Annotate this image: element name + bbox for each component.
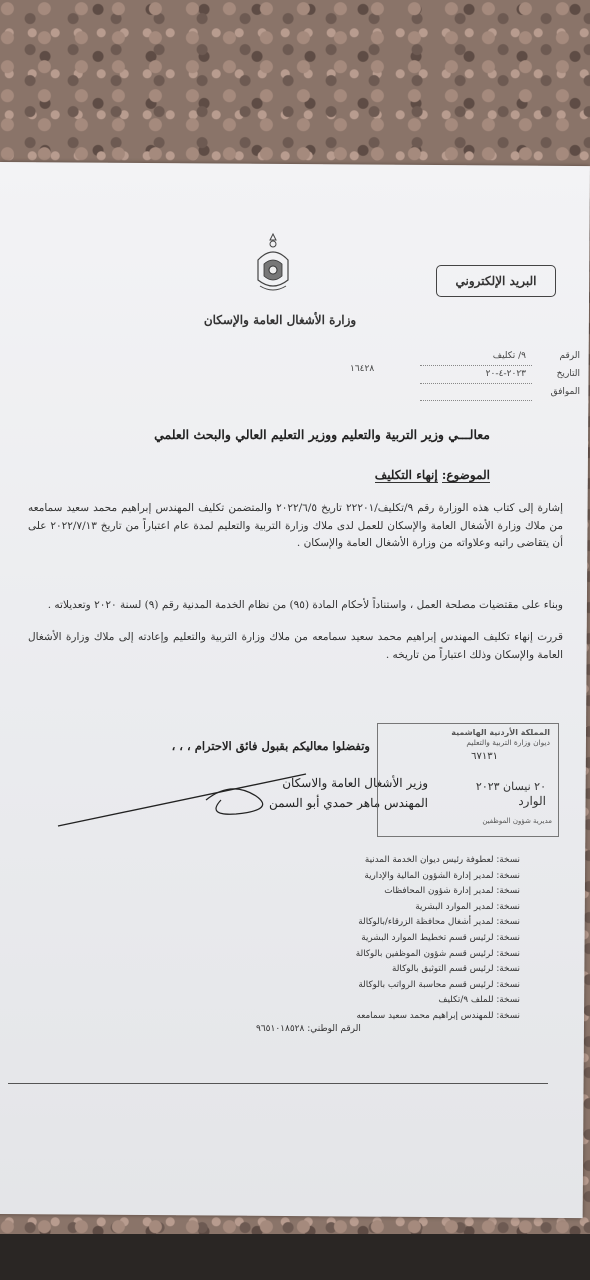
list-item: نسخة: للملف ٩/تكليف — [438, 995, 520, 1006]
ref-date-label: التاريخ — [556, 369, 580, 379]
ministry-name: وزارة الأشغال العامة والإسكان — [203, 313, 357, 327]
stamp-number: ٦٧١٣١ — [471, 751, 498, 762]
paragraph-3: قررت إنهاء تكليف المهندس إبراهيم محمد سعيد سمامعه من ملاك وزارة التربية والتعليم وإعادته إلى ملاك وزارة الأشغال العامة والإسكان وذلك اعتباراً من تاريخه . — [28, 631, 563, 661]
reference-block — [420, 348, 580, 401]
paragraph-2: وبناء على مقتضيات مصلحة العمل ، واستناداً لأحكام المادة (٩٥) من نظام الخدمة المدنية رقم (٩) لسنة ٢٠٢٠ وتعديلاته . — [47, 599, 563, 611]
copies-list — [250, 853, 520, 1025]
signer-name: المهندس ماهر حمدي أبو السمن — [268, 796, 428, 810]
background-floor — [0, 1234, 590, 1280]
paragraph-1: إشارة إلى كتاب هذه الوزارة رقم ٩/تكليف/٢٢٢٠١ تاريخ ٢٠٢٢/٦/٥ والمتضمن تكليف المهندس إبراهيم محمد سعيد سمامعه من ملاك وزارة الأشغال العامة والإسكان للعمل لدى ملاك وزارة التربية والتعليم لمدة عام اعتباراً من تاريخ ٢٠٢٢/٧/١٣ على أن يتقاضى راتبه وعلاواته من وزارة الأشغال العامة والإسكان . — [28, 502, 564, 549]
ref-number-label: الرقم — [559, 351, 580, 361]
list-item: نسخة: لمدير إدارة الشؤون المالية والإدارية — [364, 870, 520, 881]
list-item: نسخة: لرئيس قسم محاسبة الرواتب بالوكالة — [358, 979, 520, 990]
email-label: البريد الإلكتروني — [455, 274, 537, 288]
ref-number-value: ٩/ تكليف — [420, 348, 532, 366]
list-item: نسخة: لمدير إدارة شؤون المحافظات — [384, 886, 520, 897]
list-item: نسخة: لعطوفة رئيس ديوان الخدمة المدنية — [364, 855, 520, 865]
list-item: نسخة: لرئيس قسم شؤون الموظفين بالوكالة — [355, 948, 520, 959]
list-item: نسخة: للمهندس إبراهيم محمد سعيد سمامعه — [356, 1010, 520, 1021]
email-stamp-box — [436, 265, 556, 297]
ref-corresponds-label: الموافق — [550, 387, 580, 397]
subject-text: إنهاء التكليف — [374, 468, 438, 482]
ref-corresponds-value — [420, 384, 532, 401]
closing-line: وتفضلوا معاليكم بقبول فائق الاحترام ، ، ، — [171, 739, 370, 753]
national-id: الرقم الوطني: ٩٦٥١٠١٨٥٢٨ — [256, 1024, 361, 1034]
footer-divider — [8, 1083, 548, 1084]
stamp-line-1: المملكة الأردنية الهاشمية — [451, 728, 550, 737]
list-item: نسخة: لمدير أشغال محافظة الزرقاء/بالوكالة — [358, 917, 520, 928]
subject-line — [230, 468, 490, 482]
ref-date-value: ٢٠٢٣-٤-٢٠ — [420, 366, 532, 384]
incoming-stamp — [377, 723, 559, 837]
list-item: نسخة: لرئيس قسم التوثيق بالوكالة — [392, 964, 520, 975]
signer-title: وزير الأشغال العامة والاسكان — [282, 776, 428, 790]
stamp-date: ٢٠ نيسان ٢٠٢٣ — [475, 780, 546, 793]
list-item: نسخة: لمدير الموارد البشرية — [415, 901, 520, 912]
jordan-crest-icon — [250, 230, 296, 296]
addressee: معالـــي وزير التربية والتعليم ووزير التعليم العالي والبحث العلمي — [154, 427, 490, 442]
stamp-footer: مديرية شؤون الموظفين — [482, 817, 552, 825]
list-item: نسخة: لرئيس قسم تخطيط الموارد البشرية — [361, 932, 520, 943]
stamp-line-2: ديوان وزارة التربية والتعليم — [466, 738, 550, 747]
stamp-incoming: الوارد — [518, 794, 546, 808]
subject-label: الموضوع: — [441, 468, 490, 482]
signature-icon — [56, 770, 316, 830]
ref-code: ١٦٤٢٨ — [350, 364, 375, 374]
